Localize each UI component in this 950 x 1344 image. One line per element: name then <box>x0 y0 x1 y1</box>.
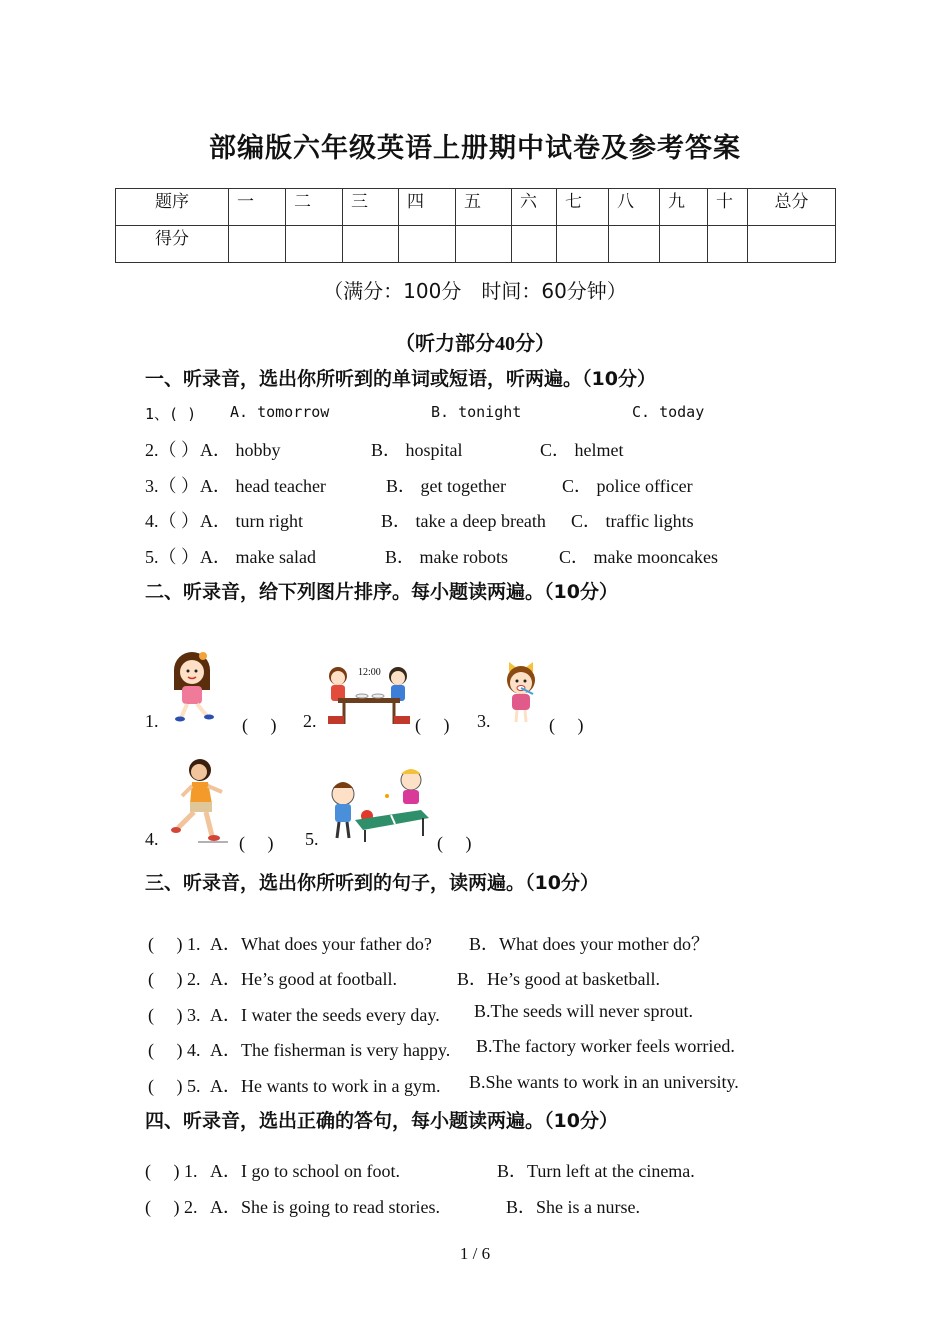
score-input-10[interactable] <box>708 226 748 263</box>
score-cell-6: 六 <box>512 189 557 226</box>
s3-q4-b: B.The factory worker feels worried. <box>476 1036 735 1056</box>
score-input-6[interactable] <box>512 226 557 263</box>
s3-q2-num: ( ) 2. <box>148 969 201 989</box>
s1-q3-a: A． head teacher <box>200 476 326 496</box>
girl-running-picture <box>168 756 230 846</box>
section4-heading: 四、听录音，选出正确的答句，每小题读两遍。（10分） <box>145 1110 618 1132</box>
pic-label-3: 3. <box>477 711 491 731</box>
clock-text: 12:00 <box>358 667 381 678</box>
s3-q2-b: B．He’s good at basketball. <box>457 969 660 989</box>
lunch-table-picture <box>322 660 414 728</box>
score-input-9[interactable] <box>660 226 708 263</box>
s1-q5-b: B． make robots <box>385 547 508 567</box>
s1-q1-b: B. tonight <box>431 403 522 421</box>
score-time-note: （满分：100分 时间：60分钟） <box>323 279 627 303</box>
score-input-total[interactable] <box>748 226 836 263</box>
score-input-1[interactable] <box>229 226 286 263</box>
s1-q3-c: C． police officer <box>562 476 693 496</box>
listening-header: （听力部分40分） <box>395 333 555 355</box>
pic-blank-3[interactable]: ( ) <box>549 715 584 735</box>
section2-heading: 二、听录音，给下列图片排序。每小题读两遍。（10分） <box>145 581 618 603</box>
s4-q1-num: ( ) 1. <box>145 1161 198 1181</box>
score-table-score-row <box>116 226 836 263</box>
score-cell-10: 十 <box>708 189 748 226</box>
s3-q5-a: A．He wants to work in a gym. <box>210 1076 441 1096</box>
page-number: 1 / 6 <box>459 1244 491 1263</box>
score-table-header-row <box>116 189 836 226</box>
pic-label-2: 2. <box>303 711 317 731</box>
score-input-3[interactable] <box>343 226 399 263</box>
pic-blank-5[interactable]: ( ) <box>437 833 472 853</box>
score-input-5[interactable] <box>456 226 512 263</box>
score-input-7[interactable] <box>557 226 609 263</box>
pic-blank-4[interactable]: ( ) <box>239 833 274 853</box>
score-cell-2: 二 <box>286 189 343 226</box>
score-cell-total: 总分 <box>748 189 836 226</box>
s1-q4-a: A． turn right <box>200 511 303 531</box>
s1-q2-b: B． hospital <box>371 440 463 460</box>
pic-label-4: 4. <box>145 829 159 849</box>
score-table <box>115 188 836 263</box>
s1-q2-c: C． helmet <box>540 440 624 460</box>
pic-blank-1[interactable]: ( ) <box>242 715 277 735</box>
score-cell-3: 三 <box>343 189 399 226</box>
score-cell-5: 五 <box>456 189 512 226</box>
score-cell-7: 七 <box>557 189 609 226</box>
s1-q4-b: B． take a deep breath <box>381 511 546 531</box>
s3-q5-num: ( ) 5. <box>148 1076 201 1096</box>
s3-q1-a: A．What does your father do? <box>210 934 432 954</box>
section3-heading: 三、听录音，选出你所听到的句子，读两遍。（10分） <box>145 872 599 894</box>
pic-label-1: 1. <box>145 711 159 731</box>
section1-heading: 一、听录音，选出你所听到的单词或短语，听两遍。（10分） <box>145 368 656 390</box>
girl-brushing-teeth-picture <box>499 656 545 726</box>
s3-q3-b: B.The seeds will never sprout. <box>474 1001 693 1021</box>
s3-q1-b: B．What does your mother do？ <box>469 934 709 954</box>
s3-q3-num: ( ) 3. <box>148 1005 201 1025</box>
s1-q1-a: A. tomorrow <box>230 403 330 421</box>
score-row-label: 得分 <box>116 226 229 263</box>
score-input-8[interactable] <box>609 226 660 263</box>
score-cell-label: 题序 <box>116 189 229 226</box>
girl-walking-picture <box>165 648 221 722</box>
s3-q1-num: ( ) 1. <box>148 934 201 954</box>
score-cell-9: 九 <box>660 189 708 226</box>
s4-q1-b: B．Turn left at the cinema. <box>497 1161 695 1181</box>
score-cell-4: 四 <box>399 189 456 226</box>
s1-q5-a: A． make salad <box>200 547 316 567</box>
s3-q2-a: A．He’s good at football. <box>210 969 397 989</box>
s1-q3-num: 3.（ ） <box>145 476 199 496</box>
s1-q1-c: C. today <box>632 403 705 421</box>
s4-q1-a: A．I go to school on foot. <box>210 1161 400 1181</box>
s1-q5-num: 5.（ ） <box>145 547 199 567</box>
s4-q2-num: ( ) 2. <box>145 1197 198 1217</box>
s1-q4-c: C． traffic lights <box>571 511 694 531</box>
score-cell-8: 八 <box>609 189 660 226</box>
s1-q2-num: 2.（ ） <box>145 440 199 460</box>
s1-q5-c: C． make mooncakes <box>559 547 718 567</box>
s4-q2-b: B．She is a nurse. <box>506 1197 640 1217</box>
pic-label-5: 5. <box>305 829 319 849</box>
s1-q2-a: A． hobby <box>200 440 281 460</box>
score-input-2[interactable] <box>286 226 343 263</box>
pic-blank-2[interactable]: ( ) <box>415 715 450 735</box>
table-tennis-picture <box>325 766 433 844</box>
s4-q2-a: A．She is going to read stories. <box>210 1197 440 1217</box>
s3-q4-num: ( ) 4. <box>148 1040 201 1060</box>
score-cell-1: 一 <box>229 189 286 226</box>
s1-q1-num: 1、( ) <box>145 405 197 423</box>
s1-q3-b: B． get together <box>386 476 506 496</box>
s3-q5-b: B.She wants to work in an university. <box>469 1072 739 1092</box>
page-title: 部编版六年级英语上册期中试卷及参考答案 <box>209 133 741 164</box>
s3-q4-a: A．The fisherman is very happy. <box>210 1040 451 1060</box>
s3-q3-a: A．I water the seeds every day. <box>210 1005 440 1025</box>
score-input-4[interactable] <box>399 226 456 263</box>
s1-q4-num: 4.（ ） <box>145 511 199 531</box>
